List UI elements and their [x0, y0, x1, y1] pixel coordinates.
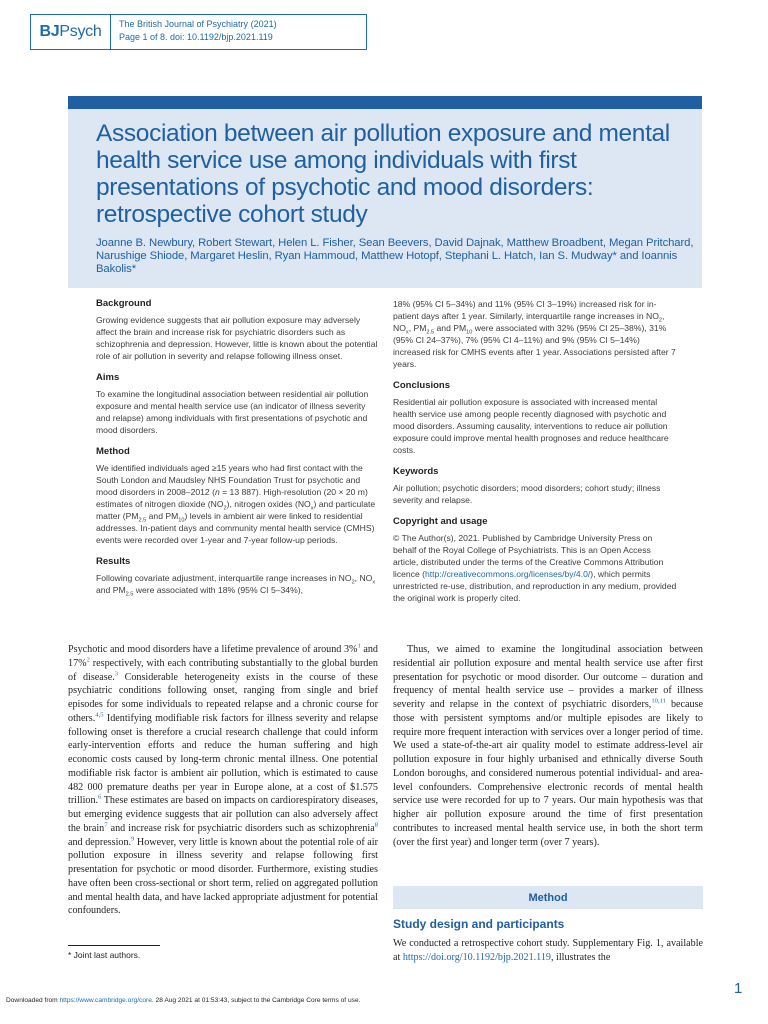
- download-notice: Downloaded from https://www.cambridge.org/core. 28 Aug 2021 at 01:53:43, subject to the Cambridge Core terms of use.: [6, 997, 361, 1004]
- journal-page-info: Page 1 of 8. doi: 10.1192/bjp.2021.119: [119, 32, 273, 42]
- ref-link[interactable]: 4,5: [95, 711, 104, 719]
- title-top-bar: [68, 96, 702, 109]
- ref-link[interactable]: 3: [114, 670, 119, 678]
- aims-heading: Aims: [96, 372, 120, 383]
- aims-paragraph: Thus, we aimed to examine the longitudinal association between residential air pollution exposure and mental health service use after first presentation for psychotic or mood disorder. Our outcome – duration and frequency of mental health service use – provides a marker of illness severity and relapse in the context of psychiatric disorders,$^{10,11}$ because those with persistent symptoms and/or multiple episodes are likely to require more frequent interaction with services over a longer period of time. We used a state-of-the-art air quality model to estimate address-level air pollution exposure in four highly urbanised and ethnically diverse South London boroughs, and considered numerous potential individual- and area-level confounders. Comprehensive electronic records of mental health service use were recorded for up to 7 years. Our main hypothesis was that higher air pollution exposure around the time of first presentation contributes to increased mental health service use, in both the short term (over the first year) and longer term (over 7 years).: [393, 644, 704, 848]
- journal-header: [30, 14, 367, 50]
- conclusions-text: Residential air pollution exposure is associated with increased mental health service use among people recently diagnosed with psychotic and mood disorders. Assuming causality, interventions to reduce air pollution exposure could improve mental health prognoses and reduce healthcare costs.: [393, 397, 669, 455]
- footnote: * Joint last authors.: [68, 950, 141, 960]
- license-link[interactable]: http://creativecommons.org/licenses/by/4.0/: [425, 569, 591, 579]
- method-heading: Method: [96, 446, 130, 457]
- method-section-band: Method: [393, 886, 703, 909]
- cambridge-core-link[interactable]: https://www.cambridge.org/core: [59, 997, 152, 1004]
- results-text: Following covariate adjustment, interquartile range increases in $NO_2$, $NO_x$ and $PM_{2.5}$ were associated with 18% (95% CI 5–34%),: [96, 573, 376, 598]
- copyright-text: © The Author(s), 2021. Published by Cambridge University Press on behalf of the Royal College of Psychiatrists. This is an Open Access article, distributed under the terms of the Creative Commons Attribution licence (http://creativecommons.org/licenses/by/4.0/), which permits unrestricted re-use, distribution, and reproduction in any medium, provided the original work is properly cited.: [393, 533, 677, 603]
- keywords-text: Air pollution; psychotic disorders; mood disorders; cohort study; illness severity and relapse.: [393, 483, 661, 505]
- journal-year: (2021): [250, 19, 277, 29]
- results-heading: Results: [96, 556, 131, 567]
- journal-meta: [111, 15, 277, 49]
- journal-logo: [31, 15, 111, 49]
- results-continued-text: 18% (95% CI 5–34%) and 11% (95% CI 3–19%) increased risk for in-patient days after 1 year. Similarly, interquartile range increases in $NO_2$, $NO_x$, $PM_{2.5}$ and $PM_{10}$ were associated with 32% (95% CI 25–38%), 31% (95% CI 24–37%), 7% (95% CI 4–11%) and 9% (95% CI 5–14%) increased risk for CMHS events after 1 year. Associations persisted after 7 years.: [393, 299, 676, 369]
- study-design-heading: Study design and participants: [393, 917, 565, 931]
- ref-link[interactable]: 10,11: [651, 697, 666, 705]
- logo-rest: Psych: [59, 23, 102, 40]
- aims-text: To examine the longitudinal association between residential air pollution exposure and mental health service use (an indicator of illness severity and relapse) among individuals with first presentations of psychotic and mood disorders.: [96, 389, 369, 435]
- background-text: Growing evidence suggests that air pollution exposure may adversely affect the brain and increase risk for psychiatric disorders such as schizophrenia and depression. However, little is known about the potential role of air pollution in severity and relapse following illness onset.: [96, 315, 378, 361]
- background-heading: Background: [96, 298, 152, 309]
- copyright-heading: Copyright and usage: [393, 516, 488, 527]
- ref-link[interactable]: 9: [131, 835, 135, 843]
- abstract-left-column: [96, 298, 378, 606]
- ref-link[interactable]: 2: [86, 656, 90, 664]
- study-design-text: We conducted a retrospective cohort study. Supplementary Fig. 1, available at https://doi.org/10.1192/bjp.2021.119, illustrates the: [393, 938, 703, 963]
- logo-bold: BJ: [39, 23, 60, 40]
- body-right-column: [393, 643, 703, 849]
- conclusions-heading: Conclusions: [393, 380, 451, 391]
- abstract-right-column: [393, 298, 677, 614]
- ref-link[interactable]: 1: [357, 642, 361, 650]
- keywords-heading: Keywords: [393, 466, 439, 477]
- body-left-column: [68, 643, 378, 918]
- page-number: 1: [734, 980, 743, 997]
- author-list: Joanne B. Newbury, Robert Stewart, Helen L. Fisher, Sean Beevers, David Dajnak, Matthew Broadbent, Megan Pritchard, Narushige Shiode, Margaret Heslin, Ryan Hammoud, Matthew Hotopf, Stephani L. Hatch, Ian S. Mudway* and Ioannis Bakolis*: [96, 237, 694, 275]
- ref-link[interactable]: 7: [104, 821, 108, 829]
- supplementary-link[interactable]: https://doi.org/10.1192/bjp.2021.119: [402, 951, 551, 963]
- journal-name: The British Journal of Psychiatry: [119, 19, 249, 29]
- ref-link[interactable]: 8: [374, 821, 378, 829]
- ref-link[interactable]: 6: [98, 793, 102, 801]
- article-title: Association between air pollution exposure and mental health service use among individuals with first presentations of psychotic and mood disorders: retrospective cohort study: [96, 120, 670, 228]
- footnote-rule: [68, 945, 160, 946]
- method-text: We identified individuals aged ≥15 years who had first contact with the South London and Maudsley NHS Foundation Trust for psychotic and mood disorders in 2008–2012 (n = 13 887). High-resolution (20 × 20 m) estimates of nitrogen dioxide $(NO_2)$, nitrogen oxides $(NO_x)$ and particulate matter ($PM_{2.5}$ and $PM_{10}$) levels in ambient air were linked to residential addresses. In-patient days and community mental health service (CMHS) events were recorded over 1-year and 7-year follow-up periods.: [96, 463, 376, 545]
- intro-paragraph: Psychotic and mood disorders have a lifetime prevalence of around 3%$^1$ and 17%$^2$ respectively, with each contributing substantially to the global burden of disease.$^3$ Considerable heterogeneity exists in the course of these psychiatric conditions following onset, ranging from single and brief episodes for some individuals to repeated relapse and a chronic course for others.$^{4,5}$ Identifying modifiable risk factors for illness severity and relapse following onset is therefore a crucial research challenge that could inform early-intervention efforts and reduce the human suffering and high economic costs caused by long-term chronic mental illness. One potential modifiable risk factor is ambient air pollution, which is estimated to cause 482 000 premature deaths per year in Europe alone, at a cost of $1.575 trillion.$^6$ These estimates are based on impacts on cardiorespiratory diseases, but emerging evidence suggests that air pollution can also adversely affect the brain$^7$ and increase risk for psychiatric disorders such as schizophrenia$^8$ and depression.$^9$ However, very little is known about the potential role of air pollution exposure in illness severity and relapse following first presentation for psychotic or mood disorder. Furthermore, existing studies have often been cross-sectional or short term, relied on aggregated pollution and mental health data, and have lacked appropriate adjustment for potential confounders.: [68, 642, 378, 917]
